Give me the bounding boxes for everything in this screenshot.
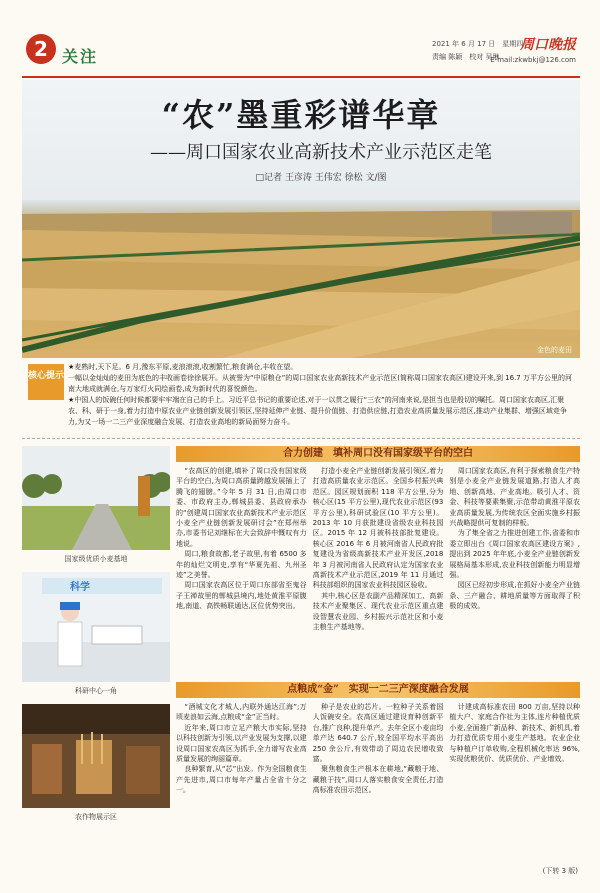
paragraph: 其中,核心区是农副产品精深加工、高新技术产业聚集区、现代农业示范区重点建设智慧农业园、乡村振兴示范社区和小麦主粮生产基地等。 xyxy=(312,591,444,632)
headline-title: “农”墨重彩谱华章 xyxy=(161,96,441,134)
lab-image xyxy=(22,572,170,682)
paragraph: 周口,粮食故都,老子故里,有着 6500 多年的灿烂文明史,享有“华夏先祖、九州圣迹”之美誉。 xyxy=(176,550,307,580)
paragraph: “酒城文化才城人,内联外通达江海”;万顷麦浪如云海,点粮成“金”正当时。 xyxy=(176,703,307,722)
section2-col1 xyxy=(176,702,307,862)
main-photo-caption: 金色的麦田 xyxy=(537,346,572,354)
paragraph: 计建成高标准农田 800 万亩,坚持以种植大户、家庭合作社为主体,连片种植优质小麦,全面推广新品种、新技术、新机具,着力打造优质专用小麦生产基地。农业企业与种植户订单收购,全程机械化率达 96%,实现优粮优价、优质优价、产业增效。 xyxy=(449,703,581,764)
header-email: E-mail:zkwbkj@126.com xyxy=(490,56,576,64)
header-rule xyxy=(22,76,580,78)
crop-display-photo xyxy=(22,704,170,808)
lab-banner-text: 科学 xyxy=(70,582,90,593)
date-line: 2021 年 6 月 17 日 星期四 xyxy=(432,40,524,48)
newspaper-logo: 周口晚报 xyxy=(520,37,576,53)
section1-col1 xyxy=(176,466,307,674)
page-header xyxy=(22,30,580,78)
section1-col2 xyxy=(313,466,444,674)
intro-paragraph: ★麦熟时,天下足。6 月,豫东平原,麦浪滚滚,收割繁忙,粮食满仓,丰收在望。 xyxy=(68,363,298,371)
divider xyxy=(22,438,580,439)
section1-title: 合力创建 填补周口没有国家级平台的空白 xyxy=(176,446,580,462)
section2-col2 xyxy=(313,702,444,862)
section2-title: 点粮成“金” 实现一二三产深度融合发展 xyxy=(176,682,580,698)
paragraph: 周口国家农高区,有利于探索粮食生产特别是小麦全产业链发展道路,打造人才高地、创新高地、产业高地。吸引人才、资金、科技等要素集聚,示范带动黄淮平原农业高质量发展,为传统农区全面实施乡村振兴战略提供可复制的样板。 xyxy=(449,467,581,528)
intro-text xyxy=(68,362,576,428)
page-number-badge: 2 xyxy=(26,34,56,64)
photo-caption: 农作物展示区 xyxy=(75,813,117,821)
photo-caption: 国家级优质小麦基地 xyxy=(64,555,128,563)
paragraph: 为了集全省之力推进创建工作,省委和市委立即出台《周口国家农高区建设方案》,提出到 2025 年年底,小麦全产业链创新发展格局基本形成,农业科技创新能力明显增强。 xyxy=(449,529,581,580)
core-tips-label: 核心提示 xyxy=(28,364,64,400)
main-photo-wheat-field xyxy=(22,200,580,358)
paragraph: 聚焦粮食生产根本在耕地,“藏粮于地、藏粮于技”,周口人落实粮食安全责任,打造高标准农田示范区。 xyxy=(312,765,444,795)
wheat-field-image xyxy=(22,200,580,358)
byline: □记者 王彦涛 王伟宏 徐松 文/图 xyxy=(255,173,387,183)
intro-paragraph: ★中国人的饭碗任何时候都要牢牢端在自己的手上。习近平总书记的重要论述,对于一以贯之履行“三农”的河南来说,是担当也是殷切的嘱托。周口国家农高区,汇聚农、科、研于一身,着力打造中原农业产业链创新发展引领区,坚持延伸产业链、提升价值链、打造供应链,打造农业高质量发展示范区,推动产业集群、增强区域竞争力,为又一场一二三产业深度融合发展、打造农业高地的新局面努力奋斗。 xyxy=(68,396,567,426)
paragraph: 园区已经初步形成,在抓好小麦全产业链条、三产融合、耕地质量等方面取得了积极的成效。 xyxy=(449,581,581,611)
section1-col3 xyxy=(449,466,580,674)
wheat-base-photo xyxy=(22,446,170,550)
lab-photo xyxy=(22,572,170,682)
paragraph: 种子是农业的芯片。一粒种子关系着国人饭碗安全。农高区通过建设育种创新平台,推广良种,提升单产。去年全区小麦亩均单产达 640.7 公斤,较全国平均水平高出 250 余公斤,有效带动了周边农民增收致富。 xyxy=(312,703,444,764)
editor-line: 责编 陈颖 校对 吴琳 xyxy=(432,53,500,61)
section1-columns xyxy=(176,466,580,674)
continued-note: (下转 3 版) xyxy=(542,867,578,875)
intro-paragraph: 一幅以金灿灿的麦田为底色的丰收画卷徐徐展开。从被誉为“中原粮仓”的周口国家农业高新技术产业示范区(简称周口国家农高区)建设开来,到 16.7 万平方公里的河南大地成就满仓,与万家灯火同绘画卷,成为新时代的喜悦颜色。 xyxy=(68,374,572,393)
headline-area xyxy=(22,80,580,200)
paragraph: 周口国家农高区位于周口东部省至鬼谷子王禅故里的郸城县境内,地处黄淮平原腹地,南道、高铁畅联通达,区位优势突出。 xyxy=(176,581,307,611)
paragraph: 良种繁育,从“芯”出发。作为全国粮食生产先进市,周口市每年产量占全省十分之一。 xyxy=(176,765,307,795)
paragraph: 打造小麦全产业链创新发展引领区,着力打造高质量农业示范区。全国乡村振兴典范区。园区规划面积 118 平方公里,分为核心区(15 平方公里),现代农业示范区(93 平方公里),科研试验区(10 平方公里)。2013 年 10 月获批建设省级农业科技园区。2015 年 12 月被科技部批复建设。核心区 2016 年 6 月被河南省人民政府批复建设为省级高新技术产业开发区,2018 年 3 月被河南省人民政府认定为国家农业高新技术产业示范区,2019 年 11 月通过科技部组织的国家农业科技园区验收。 xyxy=(312,467,444,590)
section2-columns xyxy=(176,702,580,862)
headline-subtitle: ——周口国家农业高新技术产业示范区走笔 xyxy=(150,142,492,163)
section-title: 关注 xyxy=(62,47,99,66)
left-photo-column xyxy=(22,446,170,830)
wheat-base-image xyxy=(22,446,170,550)
section2-col3 xyxy=(449,702,580,862)
paragraph: “农高区的创建,填补了周口没有国家级平台的空白,为周口高质量跨越发展插上了腾飞的翅膀。”今年 5 月 31 日,由周口市委、市政府主办,郸城县委、县政府承办的“创建周口国家农业高新技术产业示范区小麦全产业链创新发展研讨会”在郑州举办,市委书记刘继标在大会致辞中慨叹有力地说。 xyxy=(176,467,307,548)
photo-caption: 科研中心一角 xyxy=(75,687,117,695)
paragraph: 近年来,周口市立足产粮大市实际,坚持以科技创新为引领,以产业发展为支撑,以建设周口国家农高区为抓手,全力谱写农业高质量发展的绚丽篇章。 xyxy=(176,723,307,764)
crop-display-image xyxy=(22,704,170,808)
